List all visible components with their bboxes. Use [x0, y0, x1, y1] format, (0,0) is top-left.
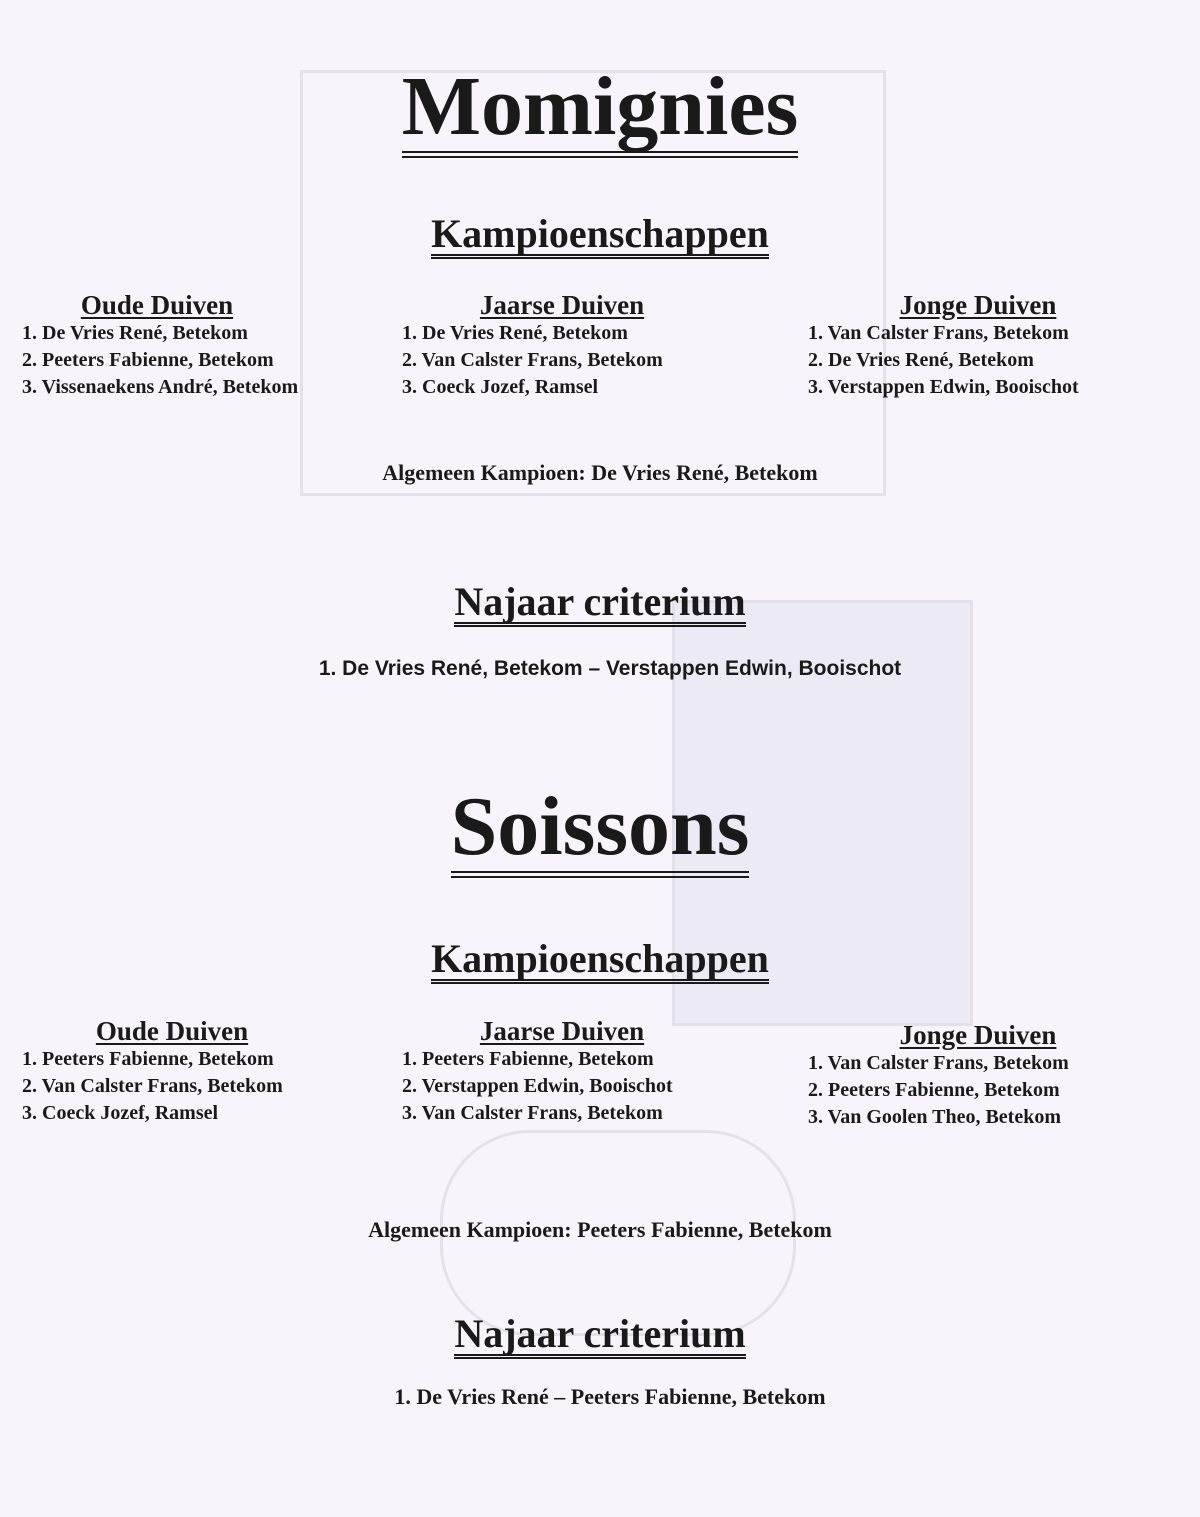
- list-item: 3. Verstappen Edwin, Booischot: [808, 376, 1079, 398]
- list-item: 2. Van Calster Frans, Betekom: [22, 1075, 283, 1097]
- list-item: 1. De Vries René, Betekom: [22, 322, 248, 344]
- column-heading: Jonge Duiven: [899, 290, 1057, 320]
- list-item: 2. Peeters Fabienne, Betekom: [22, 349, 274, 371]
- column-oude-duiven: [22, 290, 362, 401]
- list-item: 3. Vissenaekens André, Betekom: [22, 376, 299, 398]
- list-item: 3. Coeck Jozef, Ramsel: [22, 1102, 219, 1124]
- list-item: 3. Van Calster Frans, Betekom: [402, 1102, 663, 1124]
- column-oude-duiven: [22, 1016, 362, 1127]
- list-item: 3. Van Goolen Theo, Betekom: [808, 1106, 1061, 1128]
- column-heading: Jonge Duiven: [899, 1020, 1057, 1050]
- column-jonge-duiven: [808, 290, 1148, 401]
- list-item: 3. Coeck Jozef, Ramsel: [402, 376, 599, 398]
- list-item: 1. Van Calster Frans, Betekom: [808, 322, 1069, 344]
- column-jaarse-duiven: [402, 1016, 722, 1127]
- column-heading: Oude Duiven: [95, 1016, 249, 1046]
- section-title-momignies: Momignies: [0, 58, 1200, 158]
- list-item: 2. Peeters Fabienne, Betekom: [808, 1079, 1060, 1101]
- overall-champion: Algemeen Kampioen: Peeters Fabienne, Betekom: [368, 1217, 832, 1242]
- criterium-title: Najaar criterium: [0, 1310, 1200, 1359]
- criterium-entry: 1. De Vries René – Peeters Fabienne, Betekom: [394, 1384, 826, 1409]
- overall-champion: Algemeen Kampioen: De Vries René, Betekom: [382, 460, 818, 485]
- list-item: 2. Verstappen Edwin, Booischot: [402, 1075, 673, 1097]
- criterium-entry: 1. De Vries René, Betekom – Verstappen Edwin, Booischot: [318, 657, 902, 680]
- list-item: 1. De Vries René, Betekom: [402, 322, 628, 344]
- list-item: 2. Van Calster Frans, Betekom: [402, 349, 663, 371]
- section-title-soissons: Soissons: [0, 778, 1200, 878]
- subtitle-kampioenschappen: Kampioenschappen: [0, 210, 1200, 259]
- list-item: 1. Van Calster Frans, Betekom: [808, 1052, 1069, 1074]
- criterium-title: Najaar criterium: [0, 578, 1200, 627]
- column-heading: Jaarse Duiven: [479, 1016, 645, 1046]
- column-jonge-duiven: [808, 1020, 1148, 1131]
- column-heading: Jaarse Duiven: [479, 290, 645, 320]
- column-heading: Oude Duiven: [80, 290, 234, 320]
- subtitle-kampioenschappen: Kampioenschappen: [0, 935, 1200, 984]
- list-item: 2. De Vries René, Betekom: [808, 349, 1034, 371]
- list-item: 1. Peeters Fabienne, Betekom: [402, 1048, 654, 1070]
- list-item: 1. Peeters Fabienne, Betekom: [22, 1048, 274, 1070]
- column-jaarse-duiven: [402, 290, 722, 401]
